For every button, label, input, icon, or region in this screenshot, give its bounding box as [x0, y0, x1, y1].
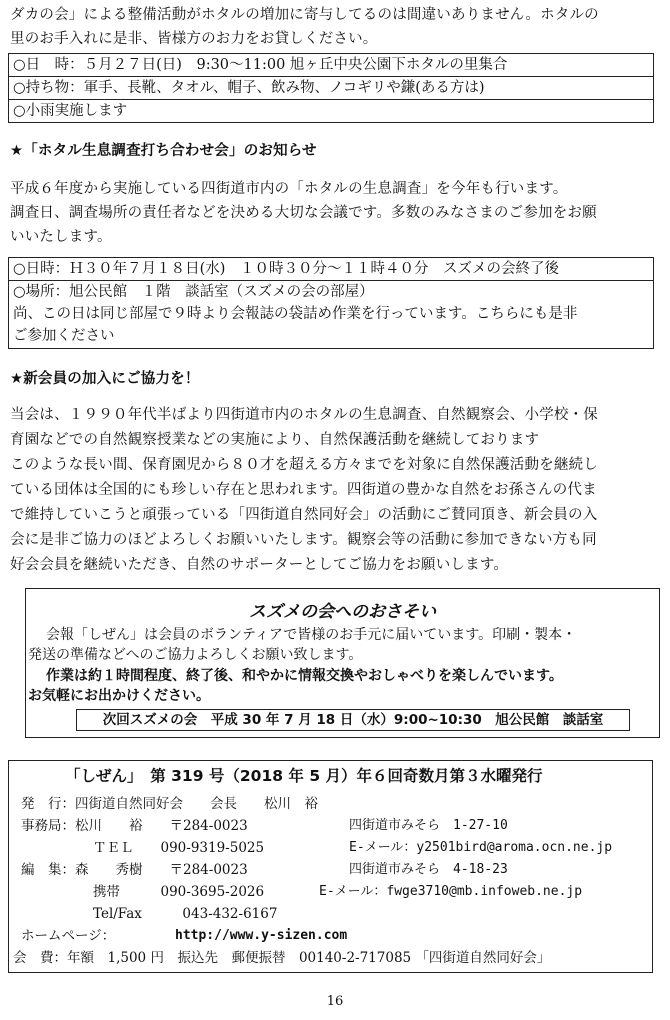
- office-name: 事務局：松川 裕 〒284-0023: [21, 818, 248, 834]
- homepage-label: ホームページ：: [21, 928, 116, 944]
- editor-address: 四街道市みそら 4-18-23: [349, 862, 508, 877]
- paragraph-line: いいたします。: [10, 229, 112, 245]
- paragraph-line: 好会会員を継続いただき、自然のサポーターとしてご協力をお願いします。: [10, 557, 509, 573]
- publisher-line: 発 行：四街道自然同好会 会長 松川 裕: [21, 796, 318, 812]
- intro-line: 里のお手入れに是非、皆様方のお力をお貸しください。: [10, 31, 378, 47]
- paragraph-line: 平成６年度から実施している四街道市内の「ホタルの生息調査」を今年も行います。: [10, 181, 568, 197]
- paragraph-line: 調査日、調査場所の責任者などを決める大切な会議です。多数のみなさまのご参加をお願: [10, 205, 597, 221]
- paragraph-line: 育園などでの自然観察授業などの実施により、自然保護活動を継続しております: [10, 432, 540, 448]
- editor-telfax: Tel/Fax 043-432-6167: [93, 906, 278, 922]
- editor-mobile: 携帯 090-3695-2026: [93, 884, 265, 900]
- intro-line: ダカの会」による整備活動がホタルの増加に寄与してるのは間違いありません。ホタルの: [10, 7, 599, 23]
- invitation-line: 会報「しぜん」は会員のボランティアで皆様のお手元に届いています。印刷・製本・: [46, 627, 577, 643]
- meeting-place: ○場所：旭公民館 １階 談話室（スズメの会の部屋）: [13, 284, 374, 300]
- section-heading-survey: ★「ホタル生息調査打ち合わせ会」のお知らせ: [10, 143, 317, 159]
- meeting-datetime: ○日時：Ｈ３０年７月１８日(水) １０時３０分～１１時４０分 スズメの会終了後: [9, 258, 653, 281]
- editor-email: E-メール：fwge3710@mb.infoweb.ne.jp: [319, 884, 583, 899]
- invitation-title: スズメの会へのおさそい: [249, 602, 436, 622]
- editor-name: 編 集：森 秀樹 〒284-0023: [21, 862, 248, 878]
- office-email: E-メール：y2501bird@aroma.ocn.ne.jp: [349, 840, 613, 855]
- paragraph-line: 当会は、１９９０年代半ばより四街道市内のホタルの生息調査、自然観察会、小学校・保: [10, 407, 598, 423]
- invitation-line: 発送の準備などへのご協力よろしくお願い致します。: [28, 647, 363, 663]
- event-date: ○日 時：５月２７日(日) 9:30～11:00 旭ヶ丘中央公園下ホタルの里集合: [9, 54, 653, 77]
- office-tel: ＴＥＬ 090-9319-5025: [93, 840, 265, 856]
- paragraph-line: 会に是非ご協力のほどよろしくお願いいたします。観察会等の活動に参加できない方も同: [10, 532, 597, 548]
- publication-title: 「しぜん」 第 319 号（2018 年 5 月）年６回奇数月第３水曜発行: [65, 767, 543, 785]
- meeting-note: ご参加ください: [13, 328, 115, 344]
- homepage-link[interactable]: http://www.y-sizen.com: [175, 928, 348, 943]
- meeting-details-box: [8, 257, 654, 349]
- invitation-bold-line: 作業は約１時間程度、終了後、和やかに情報交換やおしゃべりを楽しんでいます。: [46, 668, 563, 684]
- invitation-bold-line: お気軽にお出かけください。: [28, 688, 210, 704]
- meeting-note: 尚、この日は同じ部屋で９時より会報誌の袋詰め作業を行っています。こちらにも是非: [13, 306, 578, 322]
- paragraph-line: で維持していこうと頑張っている「四街道自然同好会」の活動にご賛同頂き、新会員の入: [10, 507, 598, 523]
- paragraph-line: ている団体は全国的にも珍しい存在と思われます。四街道の豊かな自然をお孫さんの代ま: [10, 482, 597, 498]
- page-number: 16: [326, 994, 344, 1009]
- paragraph-line: このような長い間、保育園児から８０才を超える方々までを対象に自然保護活動を継続し: [10, 457, 598, 473]
- section-heading-members: ★新会員の加入にご協力を！: [10, 371, 200, 387]
- membership-fee: 会 費：年額 1,500 円 振込先 郵便振替 00140-2-717085 「四街道自然同好会」: [13, 950, 551, 966]
- invitation-box: [25, 588, 660, 738]
- office-address: 四街道市みそら 1-27-10: [349, 818, 508, 833]
- next-meeting-notice: 次回スズメの会 平成 30 年 7 月 18 日（水）9:00~10:30 旭公民館 談話室: [76, 709, 630, 731]
- event-details-box: [8, 53, 654, 123]
- publication-info-box: [8, 760, 653, 973]
- event-rain-note: ○小雨実施します: [13, 103, 128, 119]
- event-items: ○持ち物：軍手、長靴、タオル、帽子、飲み物、ノコギリや鎌(ある方は): [9, 77, 653, 100]
